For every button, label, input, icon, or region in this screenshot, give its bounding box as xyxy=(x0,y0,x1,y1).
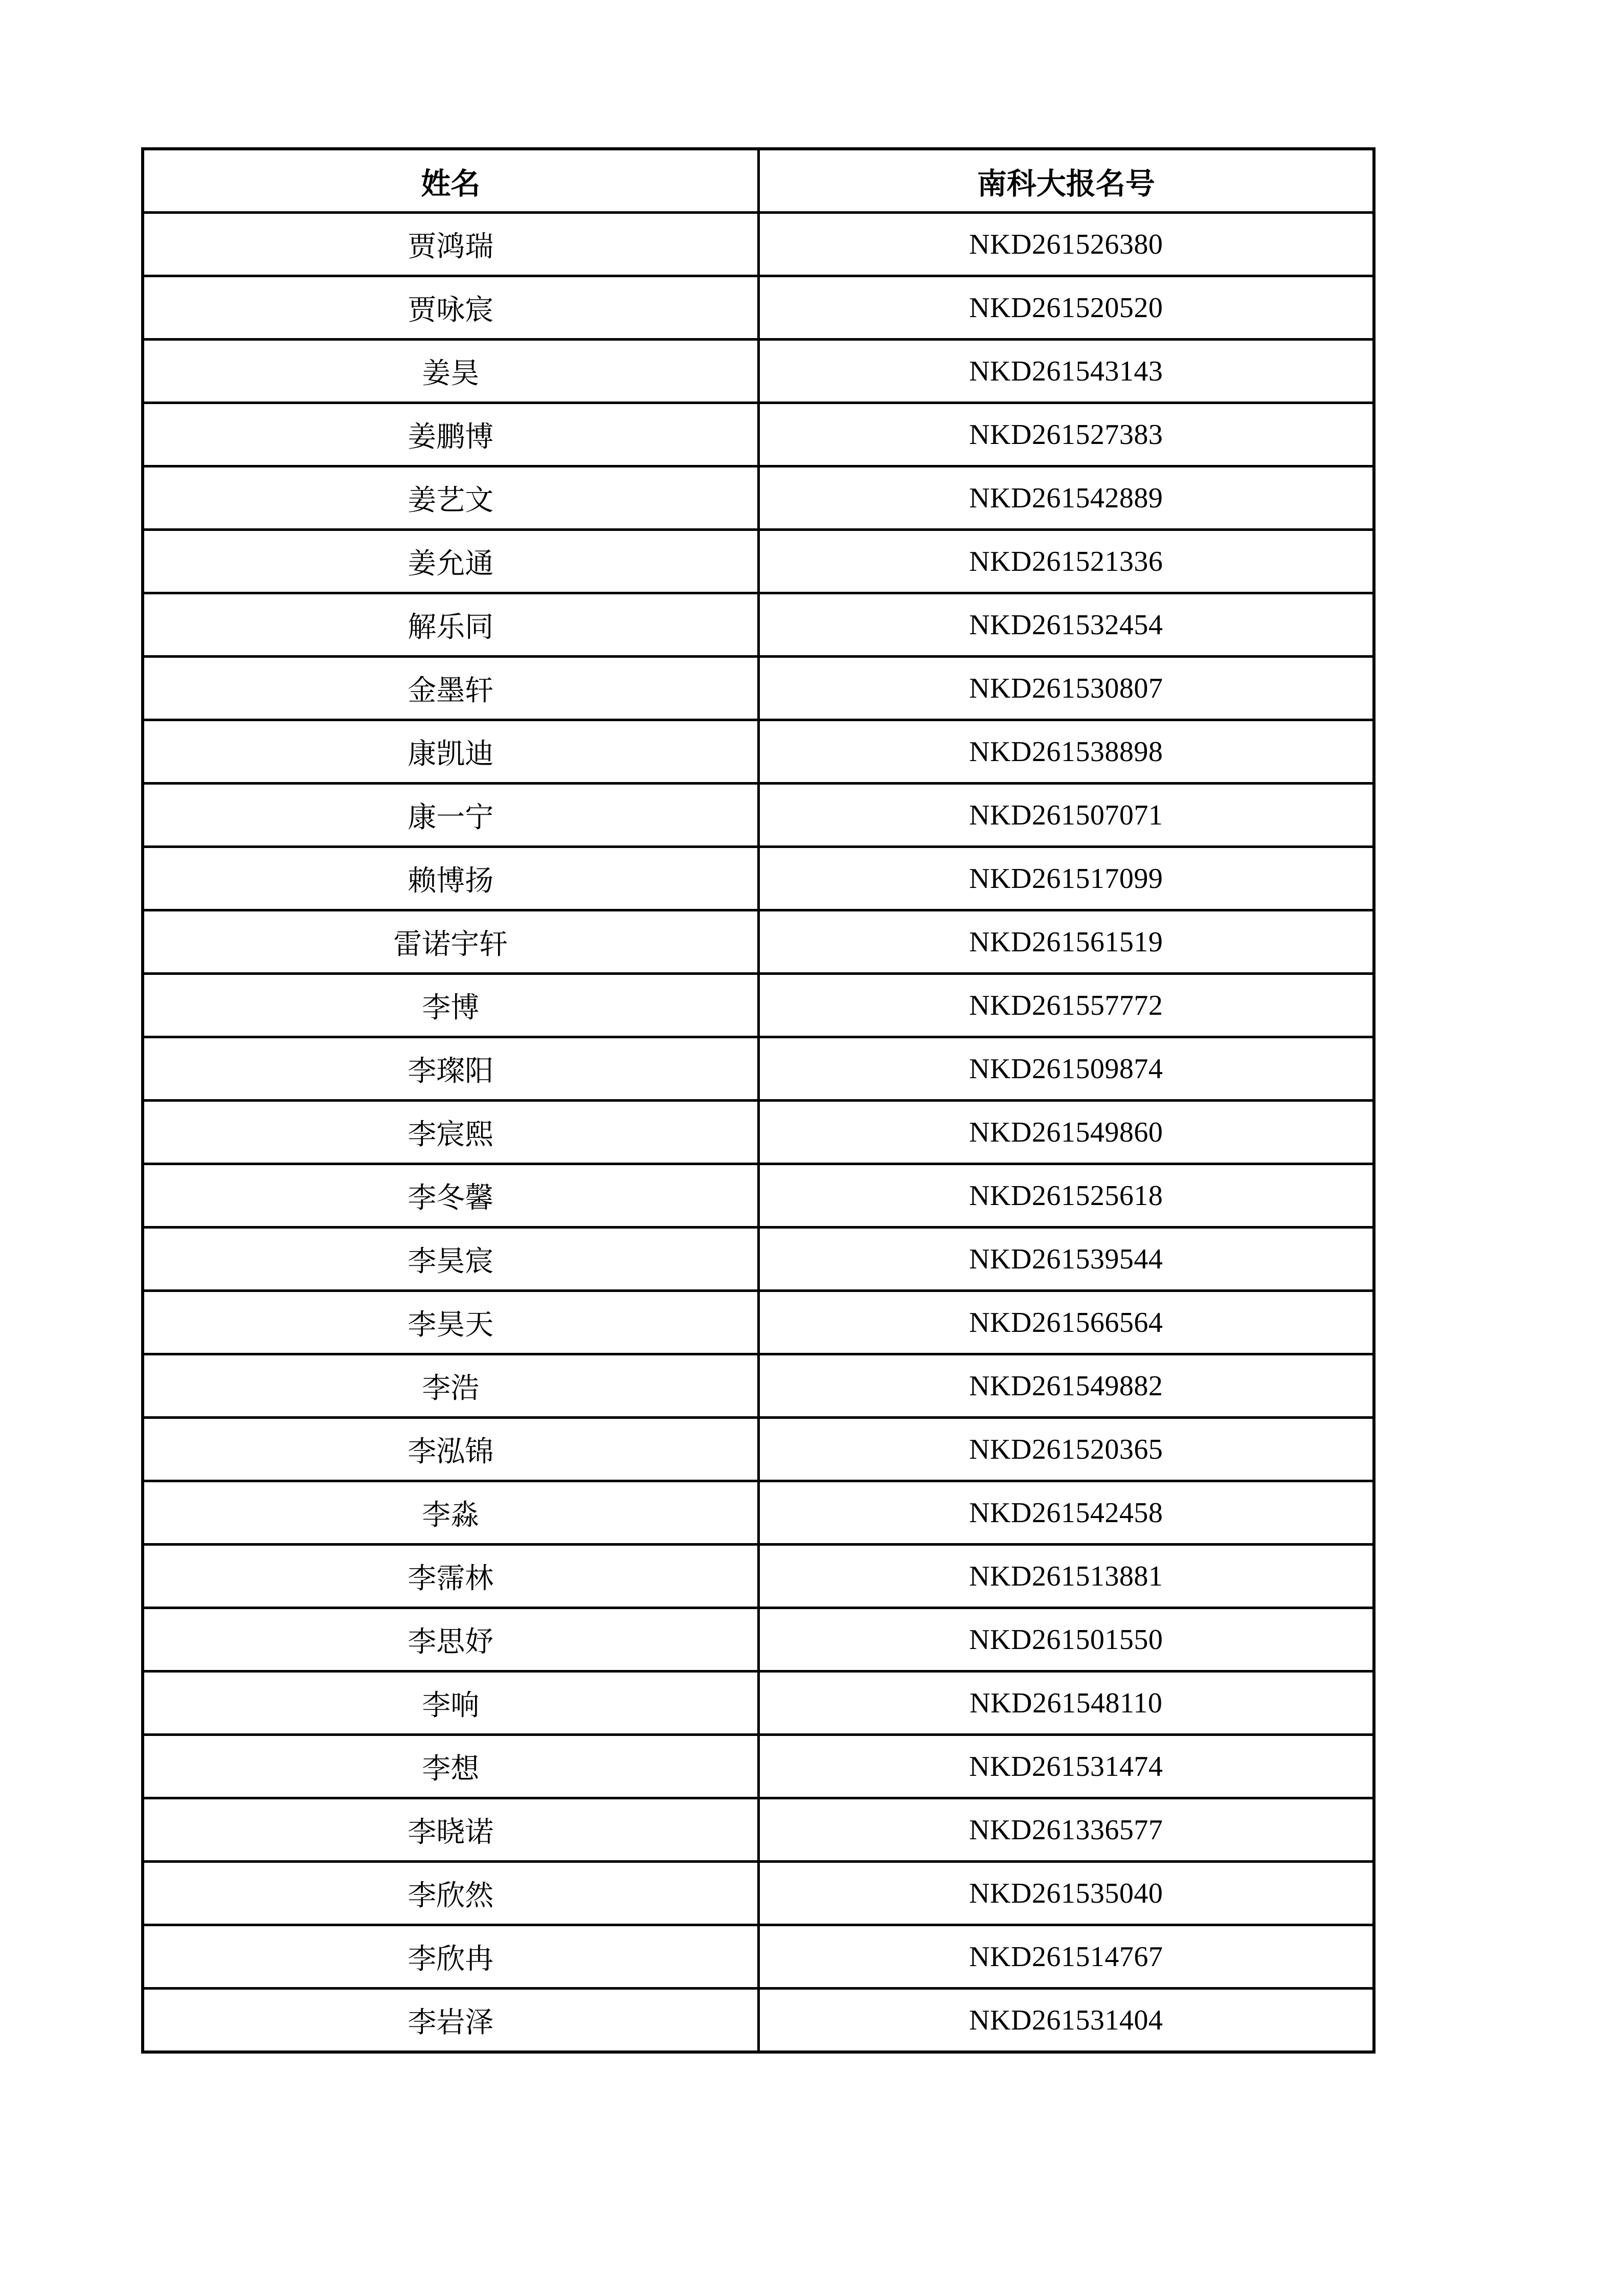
student-name-cell: 李淼 xyxy=(143,1481,758,1545)
student-name-cell: 李响 xyxy=(143,1671,758,1735)
registration-number-cell: NKD261561519 xyxy=(758,910,1374,974)
table-row xyxy=(143,1608,1374,1671)
table-row xyxy=(143,657,1374,720)
table-body xyxy=(143,213,1374,2053)
table-header xyxy=(143,149,1374,213)
registration-number-cell: NKD261531404 xyxy=(758,1989,1374,2053)
table-row xyxy=(143,403,1374,466)
registration-number-cell: NKD261538898 xyxy=(758,720,1374,784)
registration-number-cell: NKD261548110 xyxy=(758,1671,1374,1735)
table-row xyxy=(143,1481,1374,1545)
roster-table xyxy=(141,147,1376,2054)
table-row xyxy=(143,1862,1374,1925)
registration-number-cell: NKD261535040 xyxy=(758,1862,1374,1925)
student-name-cell: 李霈林 xyxy=(143,1545,758,1608)
student-name-cell: 雷诺宇轩 xyxy=(143,910,758,974)
table-row xyxy=(143,847,1374,910)
table-row xyxy=(143,1925,1374,1989)
header-row xyxy=(143,149,1374,213)
student-name-cell: 康一宁 xyxy=(143,784,758,847)
student-name-cell: 李昊天 xyxy=(143,1291,758,1354)
table-row xyxy=(143,1798,1374,1862)
student-name-cell: 康凯迪 xyxy=(143,720,758,784)
student-name-cell: 李璨阳 xyxy=(143,1037,758,1101)
table-row xyxy=(143,1101,1374,1164)
table-row xyxy=(143,974,1374,1037)
table-row xyxy=(143,1735,1374,1798)
table-row xyxy=(143,1164,1374,1228)
registration-number-cell: NKD261557772 xyxy=(758,974,1374,1037)
registration-number-cell: NKD261532454 xyxy=(758,593,1374,657)
student-name-cell: 贾鸿瑞 xyxy=(143,213,758,276)
registration-number-cell: NKD261521336 xyxy=(758,530,1374,593)
registration-number-cell: NKD261336577 xyxy=(758,1798,1374,1862)
registration-number-cell: NKD261566564 xyxy=(758,1291,1374,1354)
table-row xyxy=(143,1037,1374,1101)
table-row xyxy=(143,1671,1374,1735)
registration-number-cell: NKD261542458 xyxy=(758,1481,1374,1545)
student-name-cell: 李岩泽 xyxy=(143,1989,758,2053)
header-registration-number: 南科大报名号 xyxy=(758,149,1374,213)
table-row xyxy=(143,720,1374,784)
student-name-cell: 李思妤 xyxy=(143,1608,758,1671)
student-name-cell: 姜允通 xyxy=(143,530,758,593)
student-name-cell: 李博 xyxy=(143,974,758,1037)
registration-number-cell: NKD261543143 xyxy=(758,340,1374,403)
table-row xyxy=(143,1418,1374,1481)
student-name-cell: 李泓锦 xyxy=(143,1418,758,1481)
registration-number-cell: NKD261509874 xyxy=(758,1037,1374,1101)
registration-number-cell: NKD261539544 xyxy=(758,1228,1374,1291)
table-row xyxy=(143,593,1374,657)
student-name-cell: 金墨轩 xyxy=(143,657,758,720)
student-name-cell: 李欣冉 xyxy=(143,1925,758,1989)
registration-number-cell: NKD261520520 xyxy=(758,276,1374,340)
registration-number-cell: NKD261527383 xyxy=(758,403,1374,466)
student-name-cell: 姜艺文 xyxy=(143,466,758,530)
student-name-cell: 李昊宸 xyxy=(143,1228,758,1291)
table-row xyxy=(143,1545,1374,1608)
registration-number-cell: NKD261531474 xyxy=(758,1735,1374,1798)
student-name-cell: 解乐同 xyxy=(143,593,758,657)
registration-number-cell: NKD261520365 xyxy=(758,1418,1374,1481)
registration-number-cell: NKD261549882 xyxy=(758,1354,1374,1418)
student-name-cell: 姜鹏博 xyxy=(143,403,758,466)
table-row xyxy=(143,1291,1374,1354)
header-name: 姓名 xyxy=(143,149,758,213)
student-name-cell: 姜昊 xyxy=(143,340,758,403)
student-name-cell: 赖博扬 xyxy=(143,847,758,910)
registration-number-cell: NKD261514767 xyxy=(758,1925,1374,1989)
registration-number-cell: NKD261517099 xyxy=(758,847,1374,910)
table-row xyxy=(143,1989,1374,2053)
table-row xyxy=(143,1354,1374,1418)
registration-number-cell: NKD261507071 xyxy=(758,784,1374,847)
registration-number-cell: NKD261501550 xyxy=(758,1608,1374,1671)
registration-number-cell: NKD261530807 xyxy=(758,657,1374,720)
registration-number-cell: NKD261526380 xyxy=(758,213,1374,276)
table-row xyxy=(143,466,1374,530)
table-row xyxy=(143,276,1374,340)
registration-number-cell: NKD261549860 xyxy=(758,1101,1374,1164)
table-row xyxy=(143,213,1374,276)
table-row xyxy=(143,1228,1374,1291)
registration-number-cell: NKD261525618 xyxy=(758,1164,1374,1228)
student-name-cell: 李宸熙 xyxy=(143,1101,758,1164)
registration-number-cell: NKD261513881 xyxy=(758,1545,1374,1608)
student-name-cell: 李欣然 xyxy=(143,1862,758,1925)
table-row xyxy=(143,530,1374,593)
student-name-cell: 李晓诺 xyxy=(143,1798,758,1862)
table-row xyxy=(143,340,1374,403)
registration-number-cell: NKD261542889 xyxy=(758,466,1374,530)
student-name-cell: 李浩 xyxy=(143,1354,758,1418)
student-name-cell: 贾咏宸 xyxy=(143,276,758,340)
table-row xyxy=(143,910,1374,974)
table-row xyxy=(143,784,1374,847)
student-name-cell: 李想 xyxy=(143,1735,758,1798)
student-name-cell: 李冬馨 xyxy=(143,1164,758,1228)
